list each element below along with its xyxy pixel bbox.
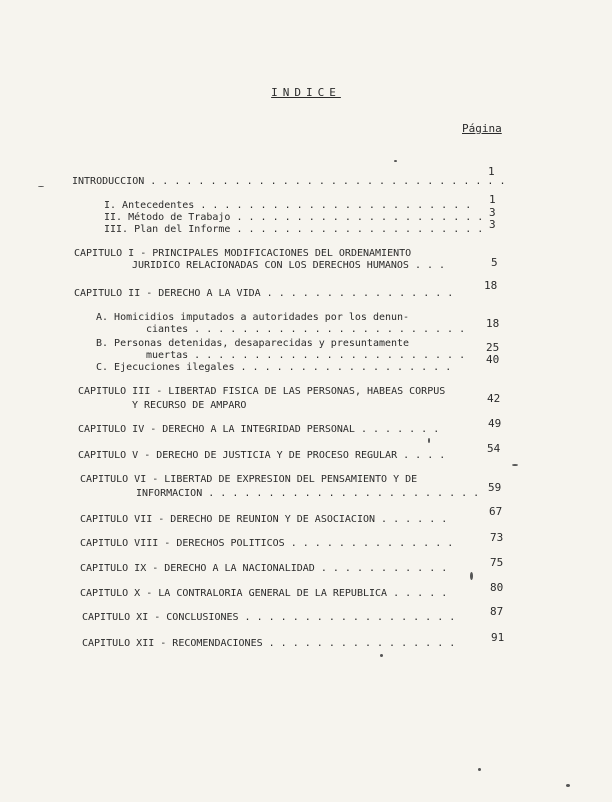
- toc-entry-personas-line1: B. Personas detenidas, desaparecidas y presuntamente: [96, 338, 410, 349]
- toc-page-number: 87: [490, 605, 504, 618]
- toc-entry-plan-del-informe: III. Plan del Informe . . . . . . . . . . . . . . . . . . . . .: [104, 224, 484, 235]
- toc-page-number: 18: [484, 279, 498, 292]
- toc-entry-capitulo-ix: CAPITULO IX - DERECHO A LA NACIONALIDAD . . . . . . . . . . .: [80, 563, 448, 574]
- scan-speck: [478, 768, 481, 771]
- page-title: INDICE: [271, 86, 341, 99]
- toc-page-number: 18: [486, 317, 500, 330]
- toc-page-number: 91: [491, 631, 505, 644]
- toc-entry-capitulo-i-line1: CAPITULO I - PRINCIPALES MODIFICACIONES DEL ORDENAMIENTO: [74, 248, 412, 259]
- toc-entry-capitulo-vii: CAPITULO VII - DERECHO DE REUNION Y DE ASOCIACION . . . . . .: [80, 514, 448, 525]
- toc-page-number: 80: [490, 581, 504, 594]
- toc-entry-capitulo-iii-line2: Y RECURSO DE AMPARO: [132, 400, 247, 411]
- toc-entry-capitulo-viii: CAPITULO VIII - DERECHOS POLITICOS . . . . . . . . . . . . . .: [80, 538, 454, 549]
- page-column-header: Página: [462, 122, 502, 135]
- toc-entry-metodo-de-trabajo: II. Método de Trabajo . . . . . . . . . . . . . . . . . . . . .: [104, 212, 484, 223]
- toc-page-number: 3: [489, 218, 496, 231]
- toc-page-number: 3: [489, 206, 496, 219]
- toc-entry-capitulo-vi-line1: CAPITULO VI - LIBERTAD DE EXPRESION DEL PENSAMIENTO Y DE: [80, 474, 418, 485]
- toc-entry-homicidios-line1: A. Homicidios imputados a autoridades por los denun-: [96, 312, 410, 323]
- toc-page-number: 1: [489, 193, 496, 206]
- toc-page-number: 42: [487, 392, 501, 405]
- toc-page-number: 67: [489, 505, 503, 518]
- scan-speck: [394, 160, 397, 162]
- scan-speck: [380, 654, 383, 657]
- toc-entry-capitulo-ii: CAPITULO II - DERECHO A LA VIDA . . . . . . . . . . . . . . . .: [74, 288, 454, 299]
- toc-entry-capitulo-iii-line1: CAPITULO III - LIBERTAD FISICA DE LAS PERSONAS, HABEAS CORPUS: [78, 386, 446, 397]
- toc-page-number: 75: [490, 556, 504, 569]
- toc-entry-capitulo-xi: CAPITULO XI - CONCLUSIONES . . . . . . . . . . . . . . . . . .: [82, 612, 456, 623]
- toc-page-number: 5: [491, 256, 498, 269]
- scan-speck: [512, 464, 518, 466]
- toc-entry-homicidios-line2: ciantes . . . . . . . . . . . . . . . . . . . . . . .: [146, 324, 466, 335]
- scan-speck: [470, 572, 473, 580]
- scan-speck: [38, 186, 44, 187]
- toc-entry-personas-line2: muertas . . . . . . . . . . . . . . . . . . . . . . .: [146, 350, 466, 361]
- toc-page-number: 1: [488, 165, 495, 178]
- toc-page-number: 54: [487, 442, 501, 455]
- toc-entry-capitulo-i-line2: JURIDICO RELACIONADAS CON LOS DERECHOS HUMANOS . . .: [132, 260, 446, 271]
- toc-entry-introduccion: INTRODUCCION . . . . . . . . . . . . . . . . . . . . . . . . . . . . . .: [72, 176, 506, 187]
- toc-page-number: 25: [486, 341, 500, 354]
- toc-entry-capitulo-iv: CAPITULO IV - DERECHO A LA INTEGRIDAD PERSONAL . . . . . . .: [78, 424, 440, 435]
- scan-speck: [428, 438, 430, 443]
- toc-entry-capitulo-x: CAPITULO X - LA CONTRALORIA GENERAL DE LA REPUBLICA . . . . .: [80, 588, 448, 599]
- scan-speck: [566, 784, 570, 787]
- toc-entry-capitulo-vi-line2: INFORMACION . . . . . . . . . . . . . . . . . . . . . . .: [136, 488, 480, 499]
- toc-page-number: 59: [488, 481, 502, 494]
- toc-page-number: 49: [488, 417, 502, 430]
- toc-page-number: 40: [486, 353, 500, 366]
- toc-entry-antecedentes: I. Antecedentes . . . . . . . . . . . . . . . . . . . . . . .: [104, 200, 472, 211]
- toc-entry-ejecuciones: C. Ejecuciones ilegales . . . . . . . . . . . . . . . . . .: [96, 362, 452, 373]
- toc-page-number: 73: [490, 531, 504, 544]
- toc-entry-capitulo-v: CAPITULO V - DERECHO DE JUSTICIA Y DE PROCESO REGULAR . . . .: [78, 450, 446, 461]
- toc-entry-capitulo-xii: CAPITULO XII - RECOMENDACIONES . . . . . . . . . . . . . . . .: [82, 638, 456, 649]
